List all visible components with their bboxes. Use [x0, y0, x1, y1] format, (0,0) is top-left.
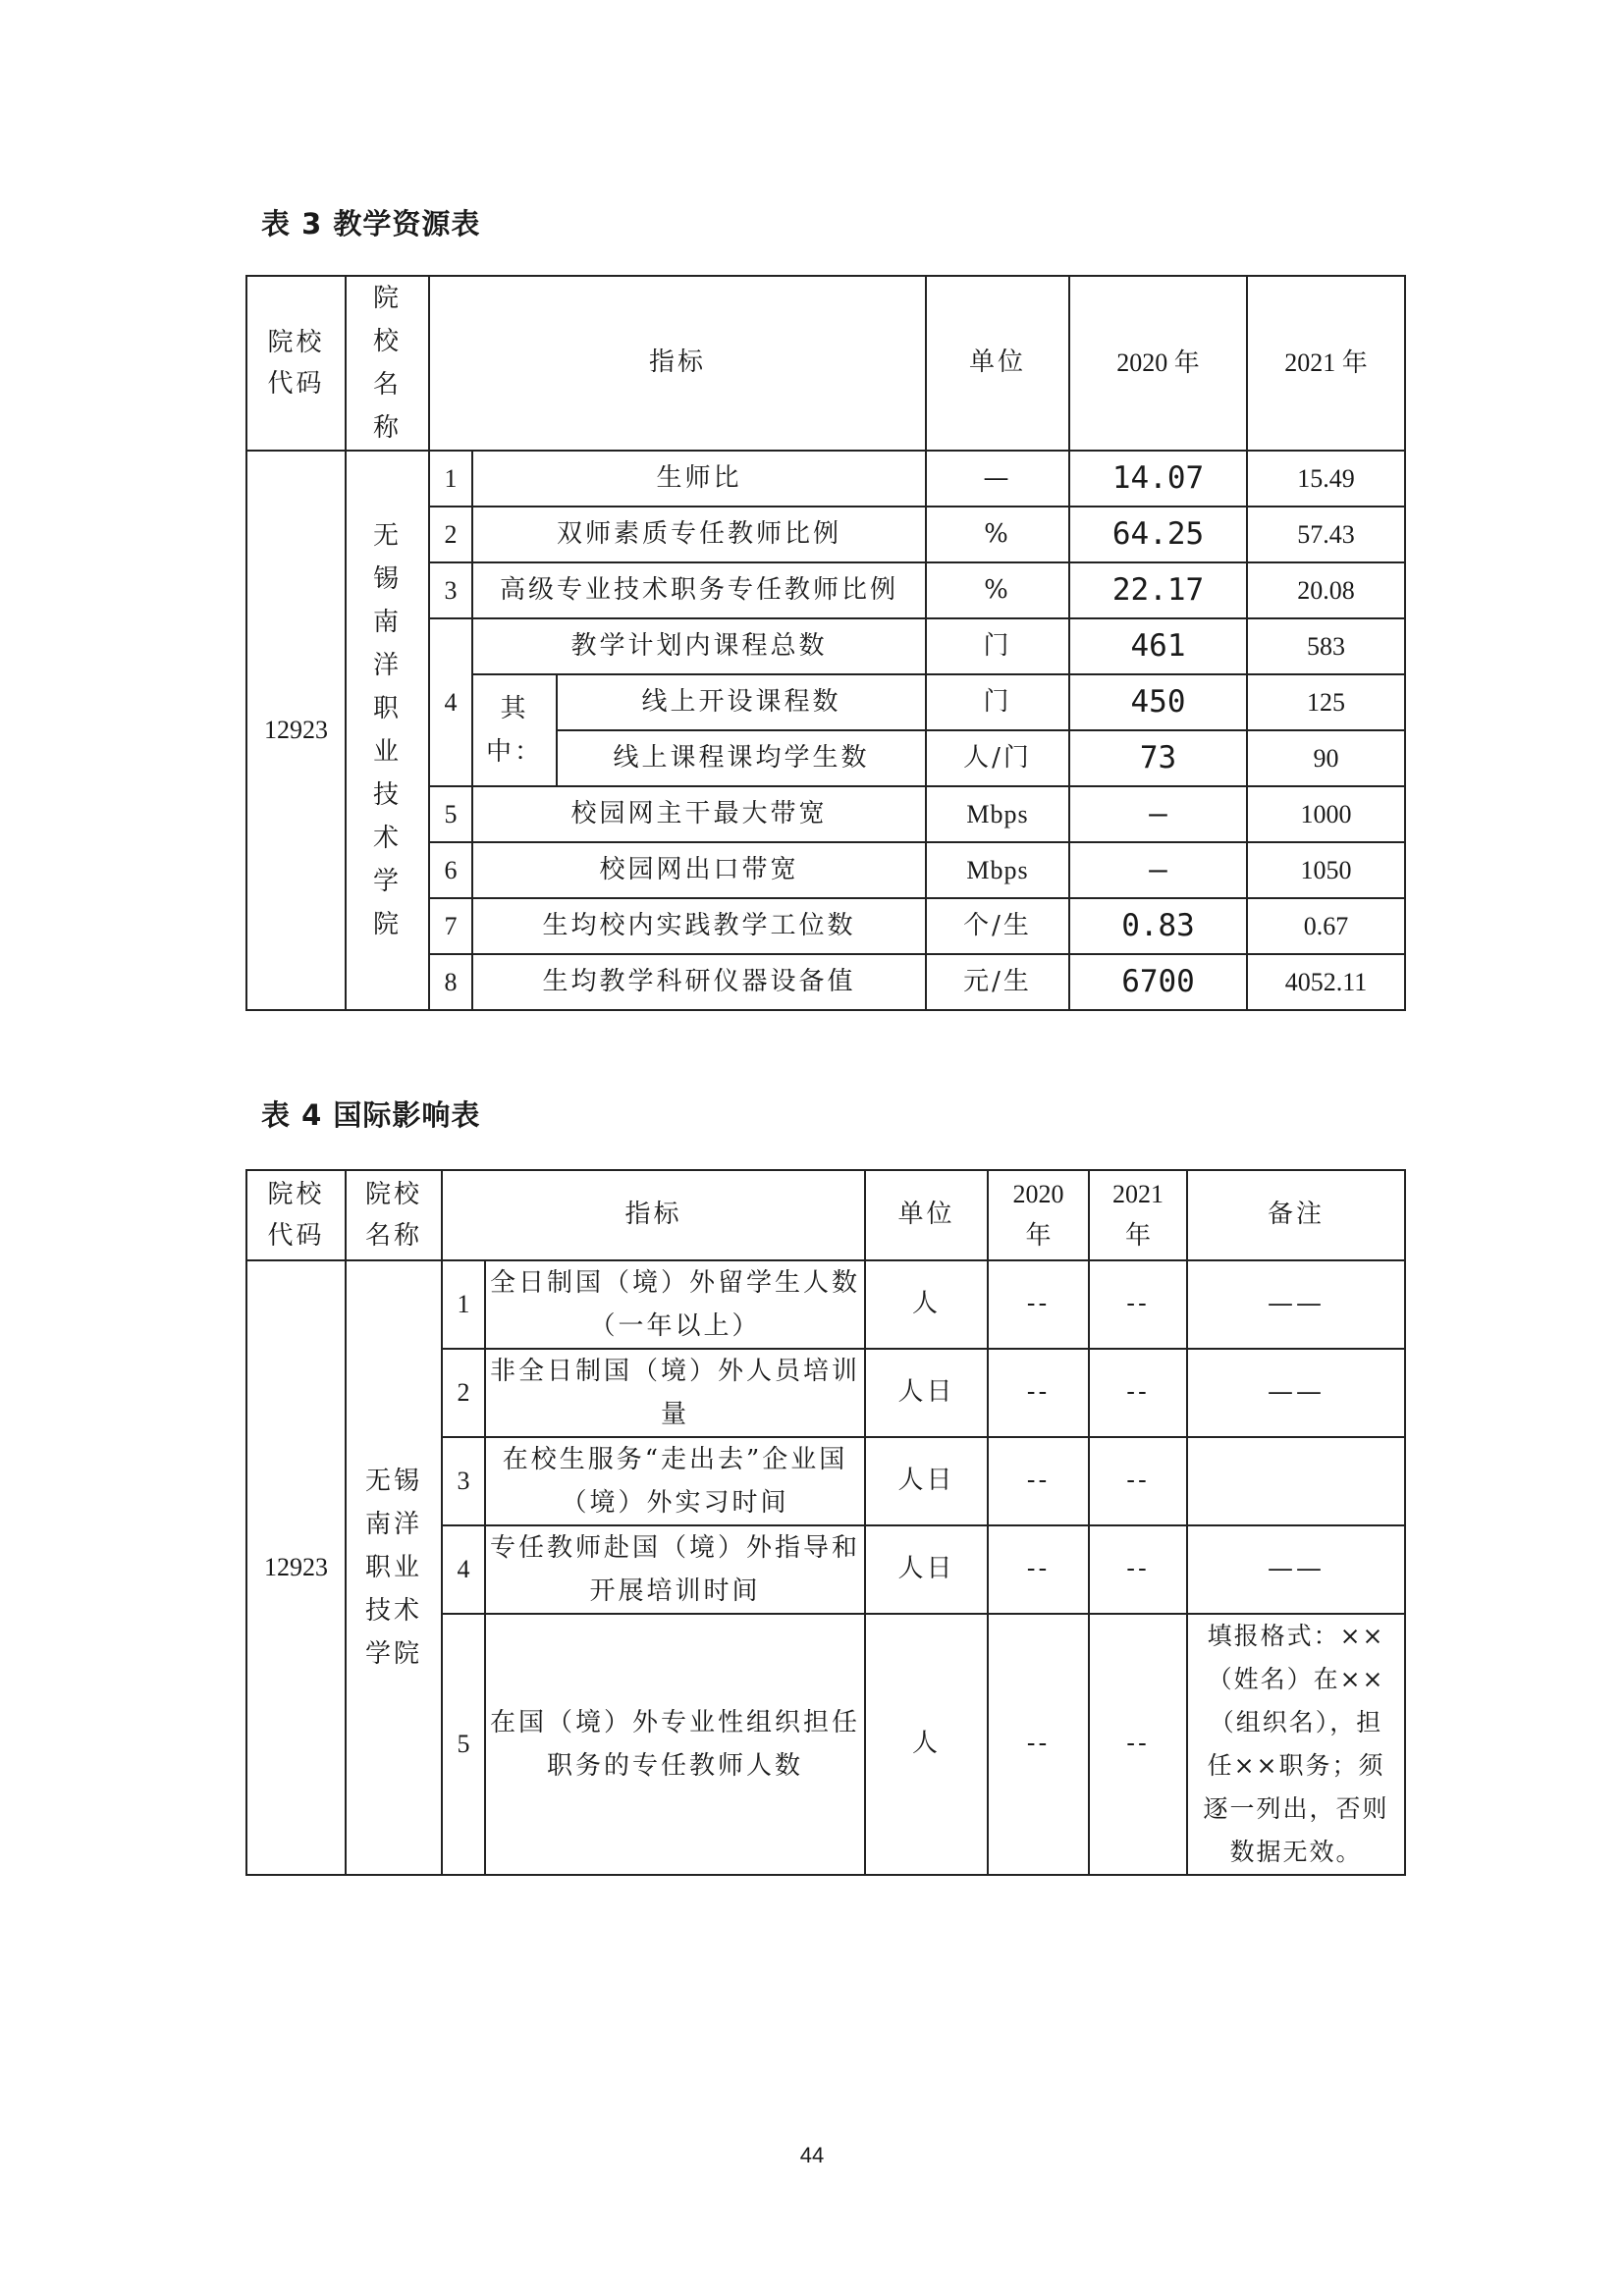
row-number: 5 [429, 786, 472, 842]
unit-cell: 门 [926, 618, 1069, 674]
unit-cell: % [926, 562, 1069, 618]
indicator-cell: 校园网出口带宽 [472, 842, 926, 898]
value-2020: 461 [1069, 618, 1247, 674]
indicator-cell: 专任教师赴国（境）外指导和 开展培训时间 [485, 1525, 865, 1614]
note-cell: —— [1187, 1349, 1405, 1437]
unit-cell: 个/生 [926, 898, 1069, 954]
unit-cell: 门 [926, 674, 1069, 730]
unit-cell: 元/生 [926, 954, 1069, 1010]
header-unit: 单位 [926, 276, 1069, 451]
value-2020: 22.17 [1069, 562, 1247, 618]
value-2021: 0.67 [1247, 898, 1405, 954]
row-number: 5 [442, 1614, 485, 1875]
unit-cell: 人 [865, 1614, 988, 1875]
school-code: 12923 [246, 1260, 346, 1875]
indicator-cell: 线上开设课程数 [557, 674, 926, 730]
indicator-cell: 在国（境）外专业性组织担任 职务的专任教师人数 [485, 1614, 865, 1875]
sub-item-label: 其 中： [472, 674, 557, 786]
row-number: 3 [429, 562, 472, 618]
value-2021: 90 [1247, 730, 1405, 786]
header-2021: 2021 年 [1089, 1170, 1187, 1260]
table3-title: 表 3 教学资源表 [261, 207, 481, 240]
value-2020: -- [988, 1437, 1089, 1525]
row-number: 2 [429, 507, 472, 562]
header-school-name: 院 校 名 称 [346, 276, 429, 451]
indicator-cell: 双师素质专任教师比例 [472, 507, 926, 562]
indicator-cell: 线上课程课均学生数 [557, 730, 926, 786]
row-number: 4 [442, 1525, 485, 1614]
value-2020: -- [988, 1525, 1089, 1614]
value-2021: 125 [1247, 674, 1405, 730]
international-influence-table [245, 1169, 1406, 1876]
row-number: 7 [429, 898, 472, 954]
row-number: 6 [429, 842, 472, 898]
table4-title: 表 4 国际影响表 [261, 1098, 481, 1132]
unit-cell: 人日 [865, 1349, 988, 1437]
row-number: 2 [442, 1349, 485, 1437]
note-cell: 填报格式：×× （姓名）在×× （组织名），担 任××职务；须 逐一列出，否则 数据无效。 [1187, 1614, 1405, 1875]
header-2020: 2020 年 [1069, 276, 1247, 451]
row-number: 8 [429, 954, 472, 1010]
header-indicator: 指标 [442, 1170, 865, 1260]
school-name: 无锡 南洋 职业 技术 学院 [346, 1260, 442, 1875]
value-2021: 4052.11 [1247, 954, 1405, 1010]
indicator-cell: 生师比 [472, 451, 926, 507]
value-2020: 6700 [1069, 954, 1247, 1010]
indicator-cell: 生均校内实践教学工位数 [472, 898, 926, 954]
header-indicator: 指标 [429, 276, 926, 451]
value-2021: 15.49 [1247, 451, 1405, 507]
indicator-cell: 全日制国（境）外留学生人数 （一年以上） [485, 1260, 865, 1349]
header-school-code: 院校代码 [246, 276, 346, 451]
value-2020: -- [988, 1349, 1089, 1437]
indicator-cell: 生均教学科研仪器设备值 [472, 954, 926, 1010]
value-2021: 57.43 [1247, 507, 1405, 562]
value-2020: 0.83 [1069, 898, 1247, 954]
indicator-cell: 非全日制国（境）外人员培训 量 [485, 1349, 865, 1437]
unit-cell: % [926, 507, 1069, 562]
value-2020: -- [988, 1614, 1089, 1875]
value-2021: -- [1089, 1614, 1187, 1875]
school-name: 无 锡 南 洋 职 业 技 术 学 院 [346, 451, 429, 1010]
value-2021: 20.08 [1247, 562, 1405, 618]
indicator-cell: 在校生服务“走出去”企业国 （境）外实习时间 [485, 1437, 865, 1525]
header-school-name: 院校 名称 [346, 1170, 442, 1260]
value-2021: -- [1089, 1349, 1187, 1437]
indicator-cell: 高级专业技术职务专任教师比例 [472, 562, 926, 618]
unit-cell: Mbps [926, 786, 1069, 842]
unit-cell: 人日 [865, 1525, 988, 1614]
header-2020: 2020 年 [988, 1170, 1089, 1260]
row-number: 4 [429, 618, 472, 786]
value-2020: 73 [1069, 730, 1247, 786]
page-number: 44 [799, 2143, 825, 2167]
unit-cell: — [926, 451, 1069, 507]
value-2020: — [1069, 786, 1247, 842]
indicator-cell: 校园网主干最大带宽 [472, 786, 926, 842]
unit-cell: 人 [865, 1260, 988, 1349]
row-number: 3 [442, 1437, 485, 1525]
teaching-resources-table [245, 275, 1406, 1011]
note-cell [1187, 1437, 1405, 1525]
value-2021: 583 [1247, 618, 1405, 674]
value-2021: -- [1089, 1260, 1187, 1349]
header-school-code: 院校 代码 [246, 1170, 346, 1260]
header-unit: 单位 [865, 1170, 988, 1260]
unit-cell: 人日 [865, 1437, 988, 1525]
unit-cell: Mbps [926, 842, 1069, 898]
row-number: 1 [442, 1260, 485, 1349]
header-note: 备注 [1187, 1170, 1405, 1260]
header-2021: 2021 年 [1247, 276, 1405, 451]
indicator-cell: 教学计划内课程总数 [472, 618, 926, 674]
value-2020: — [1069, 842, 1247, 898]
unit-cell: 人/门 [926, 730, 1069, 786]
value-2020: 14.07 [1069, 451, 1247, 507]
value-2020: 64.25 [1069, 507, 1247, 562]
value-2021: -- [1089, 1437, 1187, 1525]
row-number: 1 [429, 451, 472, 507]
school-code: 12923 [246, 451, 346, 1010]
value-2021: -- [1089, 1525, 1187, 1614]
value-2021: 1050 [1247, 842, 1405, 898]
note-cell: —— [1187, 1260, 1405, 1349]
note-cell: —— [1187, 1525, 1405, 1614]
value-2021: 1000 [1247, 786, 1405, 842]
value-2020: 450 [1069, 674, 1247, 730]
value-2020: -- [988, 1260, 1089, 1349]
